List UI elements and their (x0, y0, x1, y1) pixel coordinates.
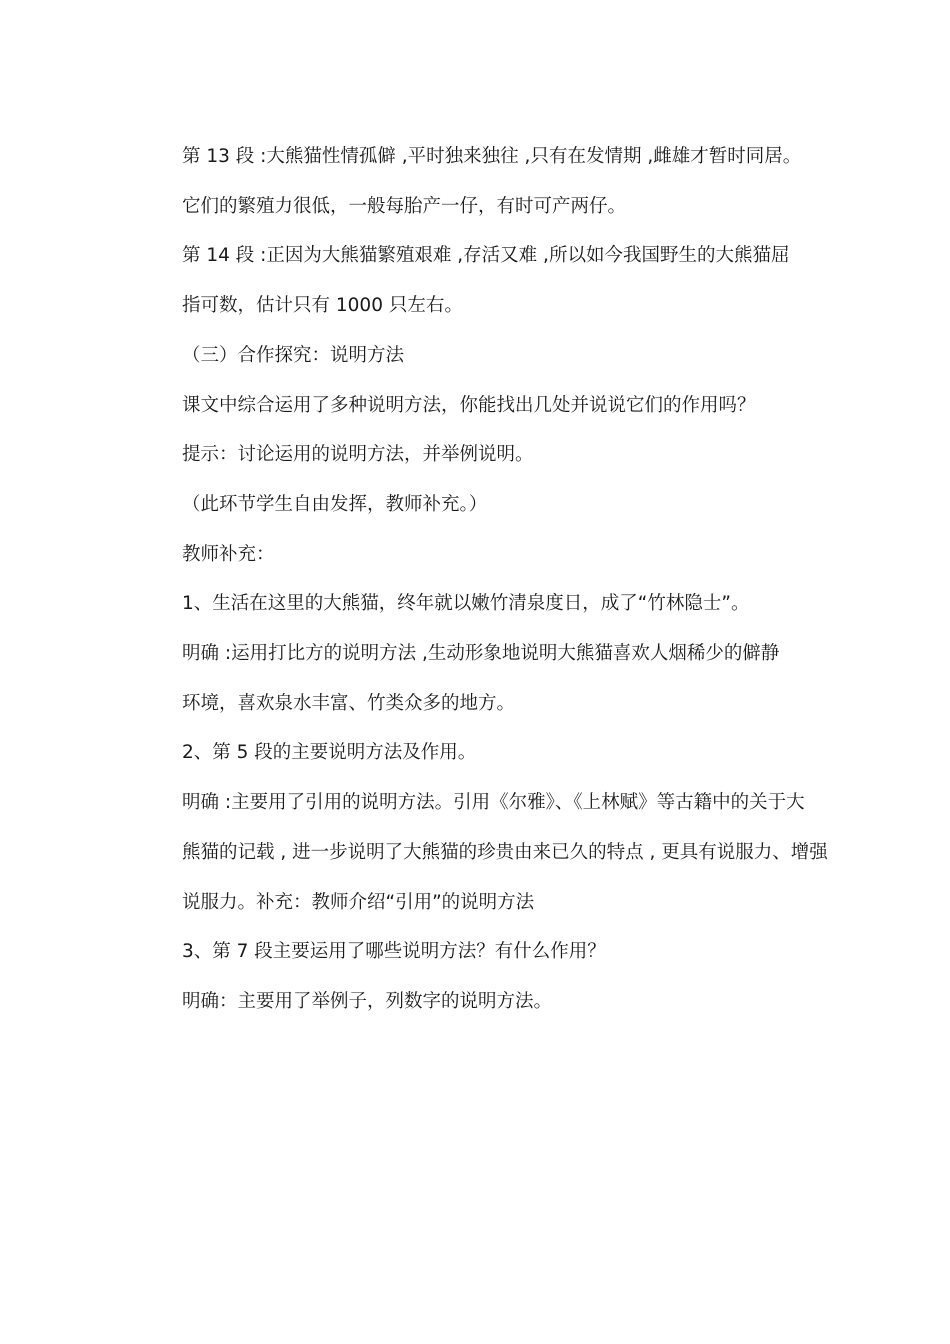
paragraph-line: 3、第 7 段主要运用了哪些说明方法？有什么作用？ (182, 941, 606, 963)
paragraph-line: 熊猫的记载 , 进一步说明了大熊猫的珍贵由来已久的特点 , 更具有说服力、增强 (182, 841, 828, 863)
question-paragraph (144, 381, 808, 431)
paragraph-14 (144, 231, 808, 330)
paragraph-line: 明确 :主要用了引用的说明方法。引用《尔雅》、《上林赋》等古籍中的关于大 (182, 792, 805, 814)
paragraph-line: 第 13 段 :大熊猫性情孤僻 ,平时独来独往 ,只有在发情期 ,雌雄才暂时同居。 (182, 146, 802, 167)
item-3 (144, 927, 808, 977)
answer-3 (144, 977, 808, 1027)
paragraph-line: 2、第 5 段的主要说明方法及作用。 (182, 742, 477, 764)
section-heading (144, 331, 808, 381)
item-2 (144, 728, 808, 778)
item-1 (144, 579, 808, 629)
paragraph-line: 环境，喜欢泉水丰富、竹类众多的地方。 (182, 692, 516, 714)
paragraph-line: 指可数，估计只有 1000 只左右。 (182, 295, 463, 317)
paragraph-line: 第 14 段 :正因为大熊猫繁殖艰难 ,存活又难 ,所以如今我国野生的大熊猫屈 (182, 245, 790, 267)
note-paragraph (144, 480, 808, 530)
paragraph-line: 它们的繁殖力很低，一般每胎产一仔，有时可产两仔。 (182, 195, 627, 217)
paragraph-line: 教师补充： (182, 543, 275, 565)
answer-2 (144, 778, 828, 927)
paragraph-line: 1、生活在这里的大熊猫，终年就以嫩竹清泉度日，成了“竹林隐士”。 (182, 593, 750, 615)
document-body (144, 132, 828, 1027)
paragraph-13 (144, 132, 808, 231)
paragraph-line: 明确 :运用打比方的说明方法 ,生动形象地说明大熊猫喜欢人烟稀少的僻静 (182, 643, 780, 665)
teacher-supplement-heading (144, 530, 808, 580)
paragraph-line: （此环节学生自由发挥，教师补充。） (182, 493, 488, 515)
paragraph-line: 明确：主要用了举例子，列数字的说明方法。 (182, 990, 553, 1012)
paragraph-line: 提示：讨论运用的说明方法，并举例说明。 (182, 444, 534, 466)
paragraph-line: 课文中综合运用了多种说明方法，你能找出几处并说说它们的作用吗？ (182, 394, 756, 416)
hint-paragraph (144, 430, 808, 480)
answer-1 (144, 629, 808, 728)
section-heading-text: （三）合作探究：说明方法 (182, 344, 405, 366)
paragraph-line: 说服力。补充：教师介绍“引用”的说明方法 (182, 891, 535, 913)
